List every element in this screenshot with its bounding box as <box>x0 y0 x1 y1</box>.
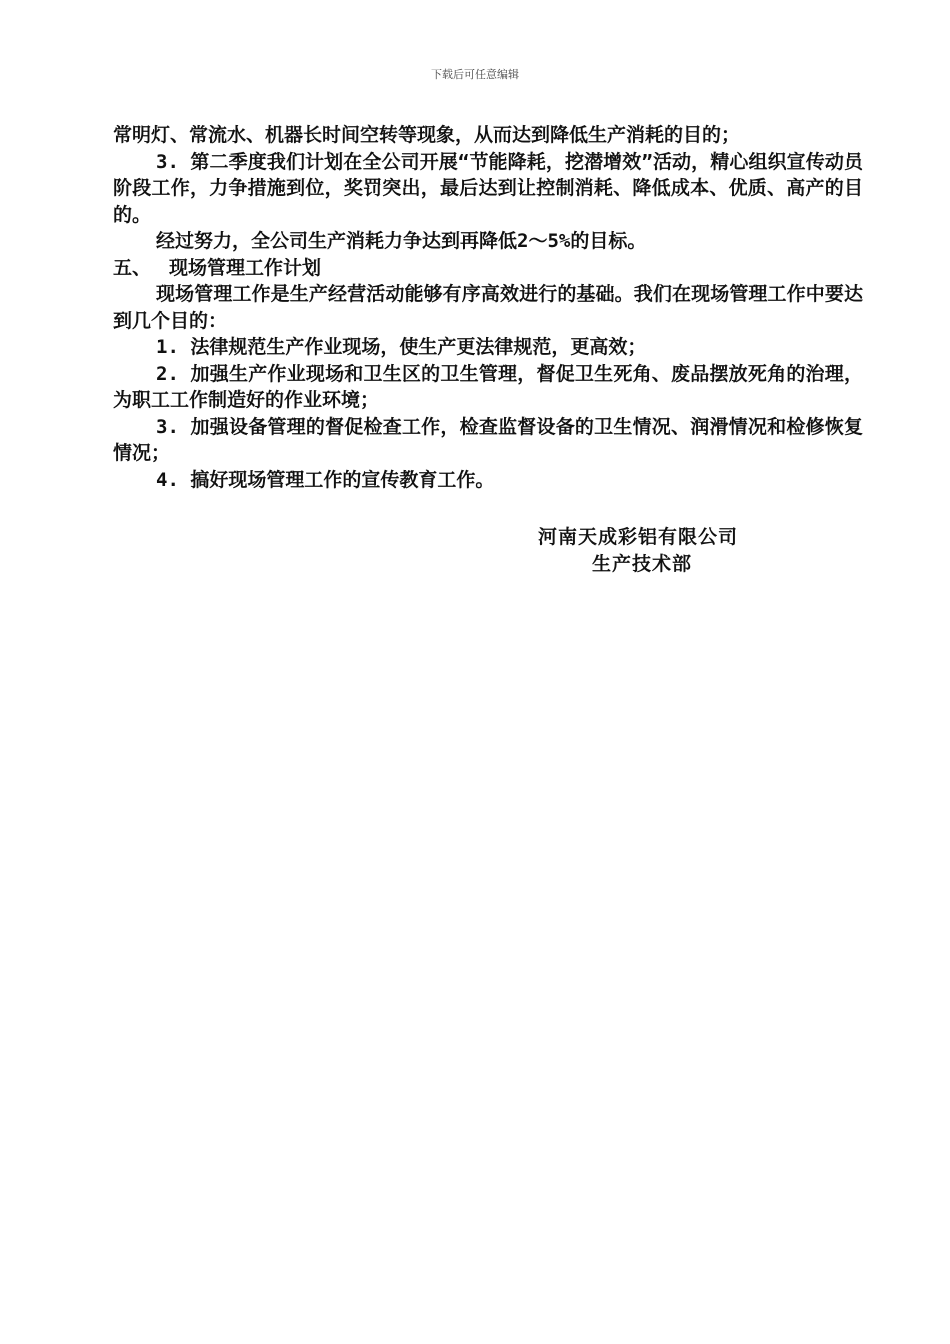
list-item: 4. 搞好现场管理工作的宣传教育工作。 <box>156 468 495 491</box>
paragraph-summary: 经过努力，全公司生产消耗力争达到再降低2～5%的目标。 <box>156 230 647 252</box>
paragraph-continuation: 常明灯、常流水、机器长时间空转等现象，从而达到降低生产消耗的目的； <box>113 124 741 146</box>
signature-department: 生产技术部 <box>592 553 693 575</box>
paragraph-item-3-energy: 3. 第二季度我们计划在全公司开展“节能降耗，挖潜增效”活动，精心组织宣传动员阶段工作，力争措施到位，奖罚突出，最后达到让控制消耗、降低成本、优质、高产的目的。 <box>113 150 863 226</box>
list-item: 1. 法律规范生产作业现场，使生产更法律规范，更高效； <box>156 336 647 358</box>
list-item: 2. 加强生产作业现场和卫生区的卫生管理，督促卫生死角、废品摆放死角的治理，为职工工作制造好的作业环境； <box>113 362 863 411</box>
section-number: 五、 <box>113 256 152 279</box>
section-title: 现场管理工作计划 <box>169 256 322 279</box>
signature-block <box>538 524 738 578</box>
header-note: 下载后可任意编辑 <box>431 68 519 81</box>
paragraph-section-intro: 现场管理工作是生产经营活动能够有序高效进行的基础。我们在现场管理工作中要达到几个目的： <box>113 283 863 332</box>
list-item: 3. 加强设备管理的督促检查工作，检查监督设备的卫生情况、润滑情况和检修恢复情况； <box>113 415 863 464</box>
signature-company: 河南天成彩铝有限公司 <box>538 526 739 548</box>
section-heading <box>113 255 863 282</box>
document-body <box>113 122 863 493</box>
